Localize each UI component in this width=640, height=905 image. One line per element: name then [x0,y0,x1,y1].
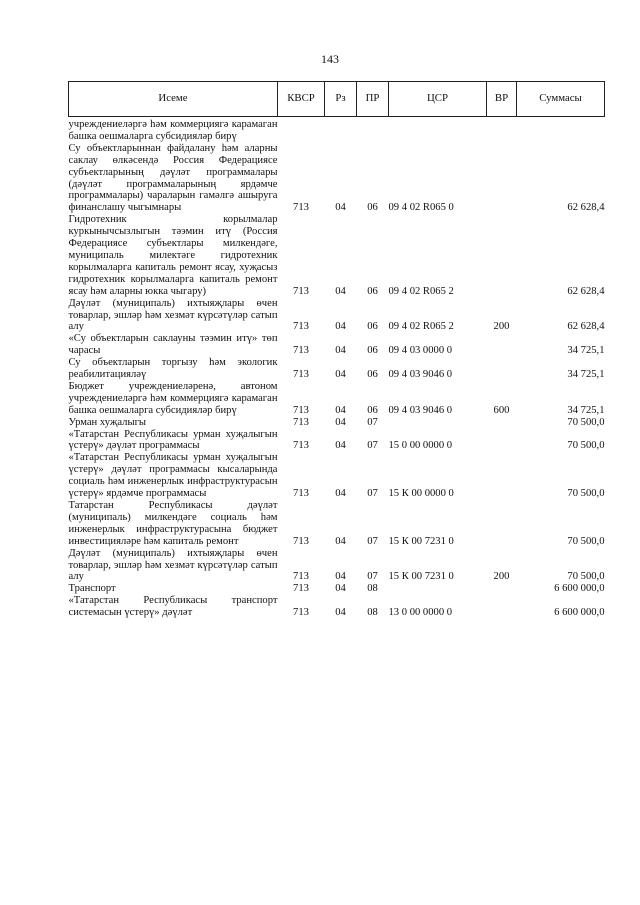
row-sum: 70 500,0 [567,416,605,428]
row-kvsr: 713 [293,285,309,297]
row-pr: 06 [367,202,378,214]
row-vr: 200 [493,571,510,583]
row-pr: 06 [367,404,378,416]
row-sum: 62 628,4 [567,202,605,214]
row-vr [487,119,517,143]
row-rz: 04 [335,202,346,214]
row-kvsr: 713 [293,440,309,452]
row-rz: 04 [335,404,346,416]
header-sum: Суммасы [517,82,605,117]
row-sum: 70 500,0 [567,488,605,500]
row-sum: 6 600 000,0 [554,607,605,619]
row-vr: 200 [493,321,510,333]
row-sum: 34 725,1 [567,345,605,357]
row-csr: 09 4 03 0000 0 [388,345,453,357]
row-sum: 34 725,1 [567,369,605,381]
row-kvsr: 713 [293,535,309,547]
row-name: Татарстан Республикасы дәүләт (муниципаль) милкендәге социаль һәм инженерлык инфраструктурасына бюджет инвестицияләре һәм капиталь ремонт [68,500,278,547]
row-rz: 04 [335,607,346,619]
row-name: Урман хуҗалыгы [68,416,147,428]
table-row [69,500,605,548]
row-kvsr: 713 [293,321,309,333]
row-sum: 62 628,4 [567,285,605,297]
row-vr [487,417,517,429]
table-row [69,298,605,334]
row-sum: 34 725,1 [567,404,605,416]
row-csr: 09 4 03 9046 0 [388,404,453,416]
header-vr: ВР [487,82,517,117]
row-pr: 06 [367,321,378,333]
row-kvsr: 713 [293,416,309,428]
table-row [69,119,605,143]
row-rz: 04 [335,369,346,381]
row-vr: 600 [493,404,510,416]
table-row [69,143,605,214]
row-csr: 09 4 02 R065 0 [388,202,454,214]
row-rz: 04 [335,488,346,500]
row-pr: 08 [367,583,378,595]
row-kvsr: 713 [293,488,309,500]
row-vr [487,214,517,297]
row-kvsr: 713 [293,404,309,416]
table-row [69,452,605,500]
row-pr: 07 [367,440,378,452]
row-name: Бюджет учреждениеләренә, автоном учреждениеләргә һәм коммерциягә карамаган башка оешмаларга субсидияләр бирү [68,380,278,416]
row-kvsr: 713 [293,583,309,595]
row-csr [389,583,487,595]
row-vr [487,333,517,357]
row-pr: 07 [367,535,378,547]
row-sum: 70 500,0 [567,571,605,583]
row-vr [487,143,517,214]
row-kvsr: 713 [293,571,309,583]
row-kvsr: 713 [293,369,309,381]
budget-table [68,81,605,619]
row-name: Су объектларыннан файдалану һәм аларны саклау өлкәсендә Россия Федерациясе субъектларының дәүләт программалары (дәүләт программаларының ярдәмче программалары) чараларын гамәлгә ашыруга финанслашу чыгымнары [68,142,278,214]
row-pr: 07 [367,416,378,428]
row-vr [487,452,517,500]
table-row [69,357,605,381]
table-row [69,429,605,453]
row-rz: 04 [335,285,346,297]
row-csr: 15 К 00 7231 0 [388,535,454,547]
header-pr: ПР [357,82,389,117]
row-csr [389,417,487,429]
row-rz: 04 [335,571,346,583]
row-sum: 62 628,4 [567,321,605,333]
row-csr: 15 К 00 7231 0 [388,571,454,583]
header-rz: Рз [325,82,357,117]
header-name: Исеме [69,82,278,117]
row-pr: 06 [367,345,378,357]
row-csr: 09 4 03 9046 0 [388,369,453,381]
table-row [69,333,605,357]
row-sum: 70 500,0 [567,535,605,547]
table-header-row [69,82,605,117]
row-sum: 6 600 000,0 [554,583,605,595]
row-name: учреждениеләргә һәм коммерциягә карамаган башка оешмаларга субсидияләр бирү [68,119,278,142]
row-rz: 04 [335,345,346,357]
row-rz: 04 [335,440,346,452]
row-name: Дәүләт (муниципаль) ихтыяҗлары өчен товарлар, эшләр һәм хезмәт күрсәтүләр сатып алу [68,297,278,333]
header-csr: ЦСР [389,82,487,117]
table-row [69,381,605,417]
table-row [69,595,605,619]
row-pr: 06 [367,285,378,297]
row-vr [487,357,517,381]
row-pr [357,119,389,143]
row-pr: 07 [367,488,378,500]
row-sum: 70 500,0 [567,440,605,452]
row-rz: 04 [335,583,346,595]
row-vr [487,595,517,619]
row-csr: 15 К 00 0000 0 [388,488,454,500]
row-pr: 08 [367,607,378,619]
row-rz: 04 [335,321,346,333]
table-row [69,583,605,595]
row-name: «Татарстан Республикасы урман хуҗалыгын үстерү» дәүләт программасы кысаларында социаль һәм инженерлык инфраструктурасын үстерү» ярдәмче программасы [68,452,278,500]
row-name: «Татарстан Республикасы урман хуҗалыгын үстерү» дәүләт программасы [68,428,278,452]
row-kvsr: 713 [293,202,309,214]
table-row [69,417,605,429]
table-row [69,214,605,297]
row-name: Гидротехник корылмалар куркынычсызлыгын тәэмин итү (Россия Федерациясе субъектлары милкендәге, муниципаль милектәге гидротехник корылмаларга капиталь ремонт ясау, хуҗасыз гидротехник корылмаларга капиталь ремонт ясау һәм аларны юкка чыгару) [68,214,278,297]
header-kvsr: КВСР [278,82,325,117]
row-name: Дәүләт (муниципаль) ихтыяҗлары өчен товарлар, эшләр һәм хезмәт күрсәтүләр сатып алу [68,547,278,583]
row-name: «Татарстан Республикасы транспорт системасын үстерү» дәүләт [68,595,278,619]
row-sum [517,119,605,143]
row-rz: 04 [335,535,346,547]
row-pr: 07 [367,571,378,583]
row-kvsr: 713 [293,607,309,619]
row-csr: 09 4 02 R065 2 [388,285,454,297]
row-kvsr [278,119,325,143]
row-vr [487,583,517,595]
row-vr [487,500,517,548]
row-name: «Су объектларын саклауны тәэмин итү» төп чарасы [68,333,278,357]
row-csr: 15 0 00 0000 0 [388,440,453,452]
page-number: 143 [321,52,339,66]
row-rz [325,119,357,143]
row-csr [389,119,487,143]
row-pr: 06 [367,369,378,381]
row-kvsr: 713 [293,345,309,357]
row-name: Транспорт [68,583,116,595]
row-csr: 09 4 02 R065 2 [388,321,454,333]
row-csr: 13 0 00 0000 0 [388,607,453,619]
row-name: Су объектларын торгызу һәм экологик реабилитацияләү [68,357,278,381]
row-rz: 04 [335,416,346,428]
table-row [69,548,605,584]
row-vr [487,429,517,453]
